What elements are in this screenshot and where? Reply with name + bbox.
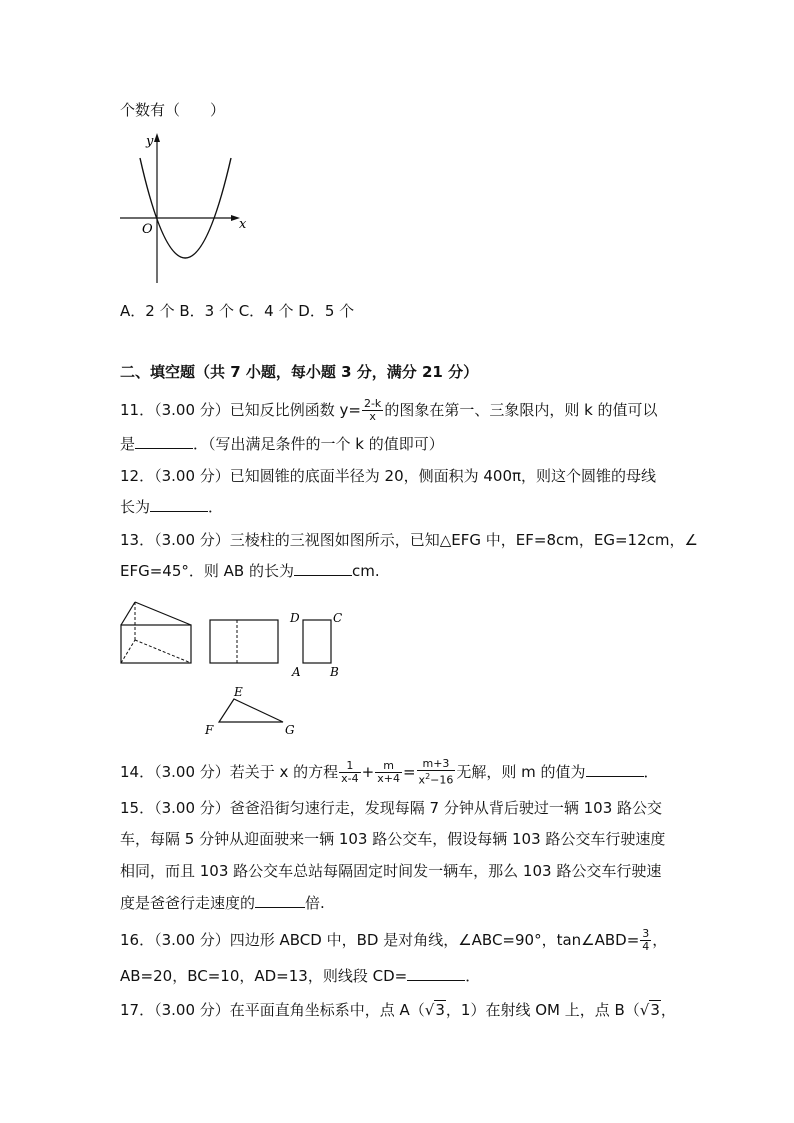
question-11-line-1: 11．（3.00 分）已知反比例函数 y= $\frac{2-k}{x}$ 的图象在第一、三象限内，则 k 的值可以	[120, 397, 658, 423]
question-13-line-1: 13．（3.00 分）三棱柱的三视图如图所示，已知△EFG 中，EF=8cm，EG=12cm，∠	[120, 531, 698, 549]
answer-blank	[255, 893, 305, 908]
answer-blank	[135, 434, 193, 449]
question-15-line-2: 车，每隔 5 分钟从迎面驶来一辆 103 路公交车，假设每辆 103 路公交车行驶速度	[120, 830, 666, 848]
answer-blank	[294, 561, 352, 576]
question-15-line-3: 相同，而且 103 路公交车总站每隔固定时间发一辆车，那么 103 路公交车行驶速	[120, 862, 662, 880]
y-axis-label: y	[146, 134, 154, 149]
x-axis-label: x	[239, 217, 247, 232]
three-views-figure	[115, 600, 355, 740]
label-G: G	[285, 723, 295, 737]
origin-label: O	[142, 222, 153, 237]
question-16-line-2: AB=20，BC=10，AD=13，则线段 CD= ．	[120, 967, 481, 985]
parabola-graph	[110, 128, 260, 288]
answer-blank	[407, 966, 465, 981]
label-F: F	[205, 723, 214, 737]
answer-blank	[150, 497, 208, 512]
label-E: E	[234, 685, 243, 699]
question-16-line-1: 16．（3.00 分）四边形 ABCD 中，BD 是对角线，∠ABC=90°，tan∠ABD= $\frac{3}{4}$ ，	[120, 927, 668, 953]
question-12-line-2: 长为 ．	[120, 498, 224, 516]
label-C: C	[333, 611, 343, 625]
label-D: D	[290, 611, 300, 625]
question-15-line-4: 度是爸爸行走速度的 倍.	[120, 894, 325, 912]
question-10-stem-tail: 个数有（ ）	[120, 101, 226, 119]
section-title: 二、填空题（共 7 小题，每小题 3 分，满分 21 分）	[120, 363, 479, 381]
question-11-line-2: 是 ．（写出满足条件的一个 k 的值即可）	[120, 435, 444, 453]
label-A: A	[292, 665, 301, 679]
question-12-line-1: 12．（3.00 分）已知圆锥的底面半径为 20，侧面积为 400π，则这个圆锥的母线	[120, 467, 657, 485]
question-15-line-1: 15．（3.00 分）爸爸沿街匀速行走，发现每隔 7 分钟从背后驶过一辆 103 路公交	[120, 799, 663, 817]
question-14: 14．（3.00 分）若关于 x 的方程 $\frac{1}{x-4}$ + $\frac{m}{x+4}$ = $\frac{m+3}{x^2-16}$ 无解，则 m 的值为 ．	[120, 757, 659, 787]
fraction-2-k-over-x: $\frac{2-k}{x}$	[363, 397, 382, 423]
label-B: B	[330, 665, 339, 679]
question-13-line-2: EFG=45°．则 AB 的长为 cm.	[120, 562, 380, 580]
answer-blank	[586, 762, 644, 777]
question-10-options: A．2 个 B．3 个 C．4 个 D．5 个	[120, 302, 355, 320]
question-17-line-1: 17．（3.00 分）在平面直角坐标系中，点 A（√3，1）在射线 OM 上，点 B（√3，	[120, 1001, 676, 1019]
